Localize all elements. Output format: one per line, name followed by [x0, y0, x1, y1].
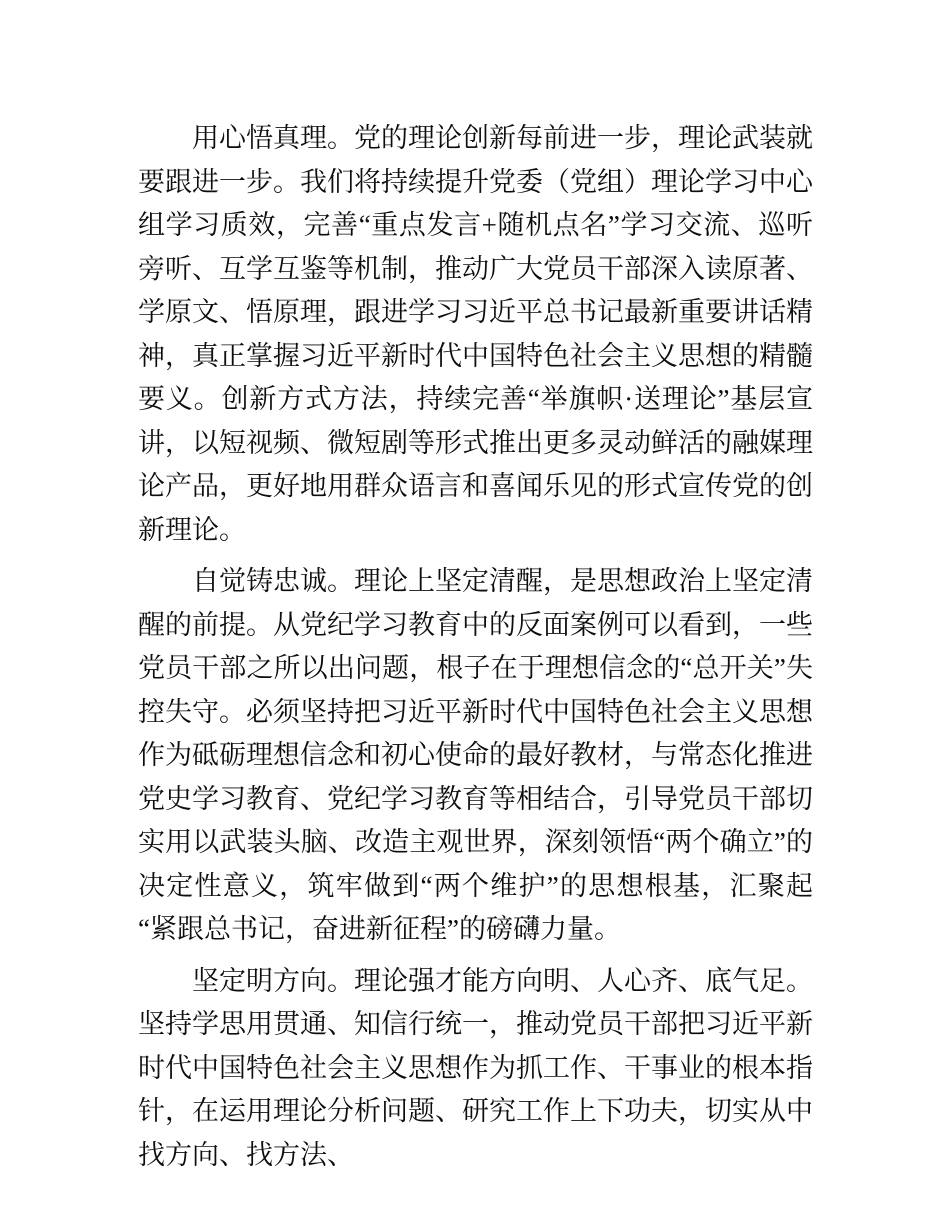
paragraph-yongxin-wu-zhenli: 用心悟真理。党的理论创新每前进一步，理论武装就要跟进一步。我们将持续提升党委（党组）理论学习中心组学习质效，完善“重点发言+随机点名”学习交流、巡听旁听、互学互鉴等机制，推动广大党员干部深入读原著、学原文、悟原理，跟进学习习近平总书记最新重要讲话精神，真正掌握习近平新时代中国特色社会主义思想的精髓要义。创新方式方法，持续完善“举旗帜·送理论”基层宣讲，以短视频、微短剧等形式推出更多灵动鲜活的融媒理论产品，更好地用群众语言和喜闻乐见的形式宣传党的创新理论。	[138, 123, 813, 545]
paragraph-jianding-ming-fangxiang: 坚定明方向。理论强才能方向明、人心齐、底气足。坚持学思用贯通、知信行统一，推动党员干部把习近平新时代中国特色社会主义思想作为抓工作、干事业的根本指针，在运用理论分析问题、研究工作上下功夫，切实从中找方向、找方法、	[138, 965, 813, 1170]
paragraph-zijue-zhu-zhongcheng: 自觉铸忠诚。理论上坚定清醒，是思想政治上坚定清醒的前提。从党纪学习教育中的反面案例可以看到，一些党员干部之所以出问题，根子在于理想信念的“总开关”失控失守。必须坚持把习近平新时代中国特色社会主义思想作为砥砺理想信念和初心使命的最好教材，与常态化推进党史学习教育、党纪学习教育等相结合，引导党员干部切实用以武装头脑、改造主观世界，深刻领悟“两个确立”的决定性意义，筑牢做到“两个维护”的思想根基，汇聚起“紧跟总书记，奋进新征程”的磅礴力量。	[138, 566, 813, 944]
